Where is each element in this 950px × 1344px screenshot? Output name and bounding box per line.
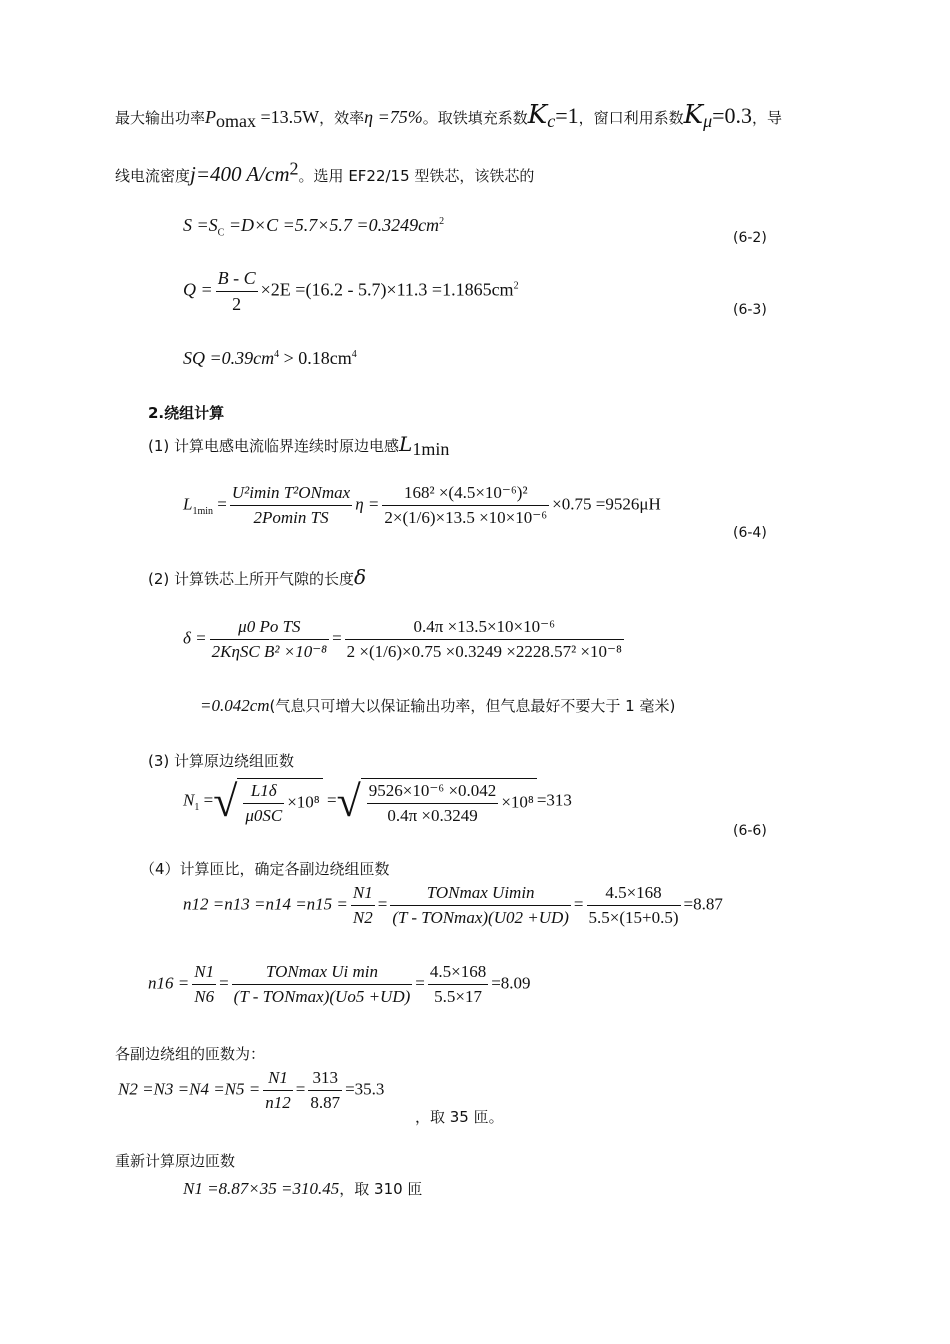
power-value: =13.5W — [256, 107, 320, 127]
equation-number-6-3: (6-3) — [733, 302, 767, 318]
equation-6-6: $N_1$ =√ $\frac{L1\delta}{\mu 0SC}$ ×10⁸ =√ $\frac{\text{9526×10⁻⁶ ×0.042}}{0.4\pi \times 0.3249}$ ×10⁸ =313 — [183, 777, 572, 826]
intro-text-2: ，效率 — [319, 109, 365, 127]
equation-n16: n16 = $\frac{N1}{N6}$ = $\frac{\text{TONmax Ui min}}{\text{(T - TONmax)(Uo5 +UD)}}$ = $\frac{4.5\times 168}{5.5\times 17}$ =8.09 — [148, 962, 531, 1006]
efficiency-value: η =75% — [364, 107, 423, 127]
symbol-kc-sub: c — [547, 111, 556, 132]
equation-number-6-6: (6-6) — [733, 823, 767, 839]
symbol-kc: K — [527, 100, 548, 130]
intro-text-5: ，导 — [752, 109, 783, 127]
kc-value: =1 — [555, 103, 579, 128]
item-4: （4）计算匝比，确定各副边绕组匝数 — [140, 860, 390, 878]
paragraph-secondary-turns: 各副边绕组的匝数为： — [115, 1045, 266, 1063]
equation-6-4: $L_{1min}$ = $\frac{\text{U²imin T²ONmax}}{\text{2Pomin TS}}$ η = $\frac{\text{168² ×(4.5×10⁻⁶)²}}{\text{2×(1/6)×13.5 ×10×10⁻⁶}}$ ×0.75 =9526μH — [183, 483, 661, 527]
equation-sq: SQ $=0.39cm^4 > 0.18cm^4$ — [183, 348, 357, 368]
section-heading: 2.绕组计算 — [148, 404, 225, 422]
item-2: (2) 计算铁芯上所开气隙的长度δ — [148, 565, 367, 589]
intro-text-3: 。取铁填充系数 — [422, 109, 528, 127]
equation-6-5: δ = $\frac{\text{μ0 Po TS}}{\text{2KηSC B² ×10⁻⁸}}$ = $\frac{\text{0.4π ×13.5×10×10⁻⁶}}{\text{2 ×(1/6)×0.75 ×0.3249 ×2228.57² ×10⁻⁸}}$ — [183, 617, 622, 661]
intro-text-6: 线电流密度 — [115, 167, 191, 185]
current-density-sup: 2 — [289, 158, 299, 179]
intro-text-4: ，窗口利用系数 — [578, 109, 684, 127]
symbol-ku: K — [683, 100, 704, 130]
equation-n2-tail: ，取 35 匝。 — [415, 1108, 504, 1126]
current-density: j=400 A/cm — [190, 162, 290, 186]
symbol-p-sub: omax — [216, 111, 257, 132]
equation-number-6-4: (6-4) — [733, 525, 767, 541]
symbol-ku-sub: μ — [703, 111, 713, 132]
symbol-p: P — [205, 107, 217, 127]
equation-n1-recalc: N1 =8.87×35 =310.45，取 310 匝 — [183, 1179, 423, 1198]
equation-n12: n12 =n13 =n14 =n15 = $\frac{N1}{N2}$ = $\frac{\text{TONmax Uimin}}{\text{(T - TONmax)(U02 +UD)}}$ = $\frac{4.5\times 168}{5.5\times(15+0.5)}$ =8.87 — [183, 883, 723, 927]
item-3: (3) 计算原边绕组匝数 — [148, 752, 295, 770]
equation-n2: N2 =N3 =N4 =N5 = $\frac{N1}{n12}$ = $\frac{313}{8.87}$ =35.3 — [118, 1068, 385, 1112]
item-1: (1) 计算电感电流临界连续时原边电感$L_{1min}$ — [148, 432, 450, 460]
intro-line-1 — [115, 100, 782, 130]
equation-number-6-2: (6-2) — [733, 230, 767, 246]
equation-6-3: Q = $\frac{B - C}{2}$ $\times 2E =(16.2 - 5.7)\times 11.3 =1.1865cm^2$ — [183, 268, 519, 314]
intro-text-1: 最大输出功率 — [115, 109, 206, 127]
equation-6-2: $S =S_C =D\times C =5.7\times 5.7 =0.3249cm^2$ — [183, 215, 445, 239]
paragraph-recalc: 重新计算原边匝数 — [115, 1152, 236, 1170]
intro-line-2 — [115, 158, 535, 187]
equation-6-5-line2: =0.042cm(气息只可增大以保证输出功率，但气息最好不要大于 1 毫米) — [200, 696, 676, 715]
intro-text-7: 。选用 EF22/15 型铁芯，该铁芯的 — [298, 167, 535, 185]
ku-value: =0.3 — [712, 103, 753, 128]
